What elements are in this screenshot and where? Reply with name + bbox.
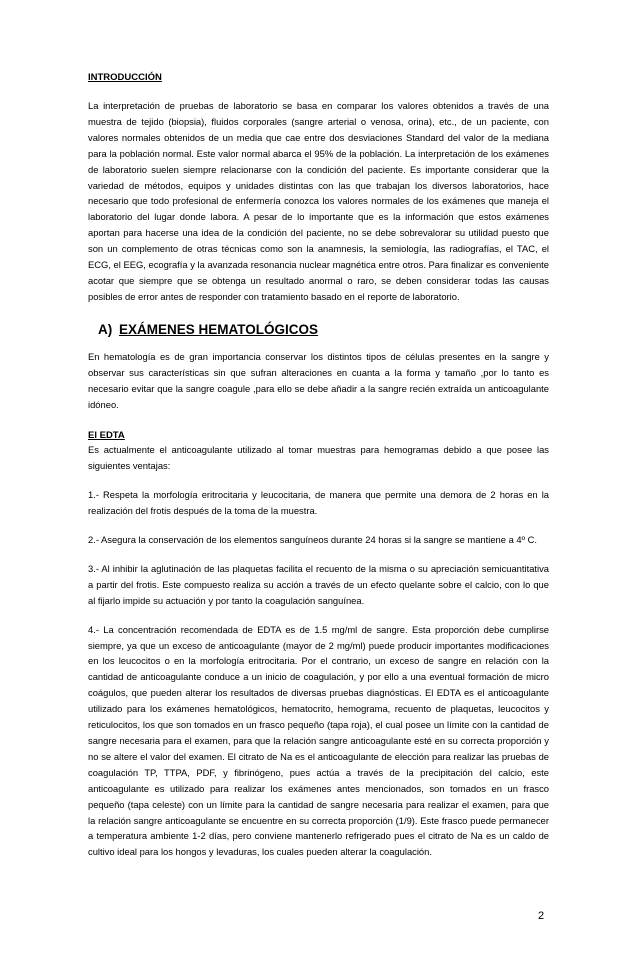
section-a-letter: A)	[98, 321, 113, 337]
edta-item-2: 2.- Asegura la conservación de los elementos sanguíneos durante 24 horas si la sangre se mantiene a 4º C.	[88, 534, 538, 546]
document-page	[88, 72, 549, 860]
section-a-title: EXÁMENES HEMATOLÓGICOS	[119, 321, 319, 337]
page-number: 2	[538, 910, 545, 922]
section-a-heading	[98, 321, 549, 339]
edta-item-1: 1.- Respeta la morfología eritrocitaria y leucocitaria, de manera que permite una demora de 2 horas en la realización del frotis después de la toma de la muestra.	[88, 489, 549, 517]
edta-intro-paragraph: Es actualmente el anticoagulante utilizado al tomar muestras para hemogramas debido a que posee las siguientes ventajas:	[88, 444, 549, 472]
introduction-heading: INTRODUCCIÓN	[88, 72, 162, 83]
edta-heading: El EDTA	[88, 430, 125, 442]
hematology-paragraph: En hematología es de gran importancia conservar los distintos tipos de células presentes en la sangre y observar sus características sin que sufran alteraciones en cuanta a la forma y tamaño ,por lo tanto es necesario evitar que la sangre coagule ,para ello se debe añadir a la sangre recién extraída un anticoagulante idóneo.	[88, 350, 549, 410]
edta-item-3: 3.- Al inhibir la aglutinación de las plaquetas facilita el recuento de la misma o su apreciación semicuantitativa a partir del frotis. Este compuesto realiza su acción a través de un efecto quelante sobre el calcio, con lo que al fijarlo impide su actuación y por tanto la coagulación sanguínea.	[88, 562, 549, 606]
introduction-paragraph: La interpretación de pruebas de laboratorio se basa en comparar los valores obtenidos a través de una muestra de tejido (biopsia), fluidos corporales (sangre arterial o venosa, orina), etc., de un paciente, con valores normales obtenidos de un media que cae entre dos desviaciones Standard del valor de la mediana para la población normal. Este valor normal abarca el 95% de la población. La interpretación de los exámenes de laboratorio suelen siempre relacionarse con la condición del paciente. Es importante considerar que la variedad de métodos, equipos y unidades distintas con las que trabajan los diversos laboratorios, hace necesario que todo profesional de enfermería conozca los valores normales de los exámenes que maneja el laboratorio del lugar donde labora. A pesar de lo importante que es la información que estos exámenes aportan para hacerse una idea de la condición del paciente, no se debe sobrevalorar su utilidad puesto que son un complemento de otras técnicas como son la anamnesis, la semiología, las radiografías, el TAC, el ECG, el EEG, ecografía y la avanzada resonancia nuclear magnética entre otros. Para finalizar es conveniente acotar que siempre que se obtenga un resultado anormal o raro, se deben considerar todas las causas posibles de error antes de responder con tratamiento basado en el reporte de laboratorio.	[88, 100, 549, 302]
edta-item-4: 4.- La concentración recomendada de EDTA es de 1.5 mg/ml de sangre. Esta proporción debe cumplirse siempre, ya que un exceso de anticoagulante (mayor de 2 mg/ml) puede producir importantes modificaciones en los leucocitos o en la morfología eritrocitaria. Por el contrario, un exceso de sangre en relación con la cantidad de anticoagulante conduce a un inicio de coagulación, y por ello a una eventual formación de micro coágulos, que pueden alterar los resultados de diversas pruebas diagnósticas. El EDTA es el anticoagulante utilizado para los exámenes hematológicos, hematocrito, hemograma, recuento de plaquetas, leucocitos y reticulocitos, los que son tomados en un frasco pequeño (tapa roja), el cual posee un límite con la cantidad de sangre necesaria para el examen, para que la relación sangre anticoagulante esté en su correcta proporción y no se altere el valor del examen. El citrato de Na es el anticoagulante de elección para realizar las pruebas de coagulación TP, TTPA, PDF, y fibrinógeno, pues actúa a través de la precipitación del calcio, este anticoagulante es utilizado para realizar los exámenes antes mencionados, son tomados en un frasco pequeño (tapa celeste) con un límite para la cantidad de sangre necesaria para realizar el examen, para que la relación sangre anticoagulante se encuentre en su correcta proporción (1/9). Este frasco puede permanecer a temperatura ambiente 1-2 días, pero conviene mantenerlo refrigerado pues el citrato de Na es un caldo de cultivo ideal para los hongos y levaduras, los cuales pueden alterar la coagulación.	[88, 623, 549, 858]
